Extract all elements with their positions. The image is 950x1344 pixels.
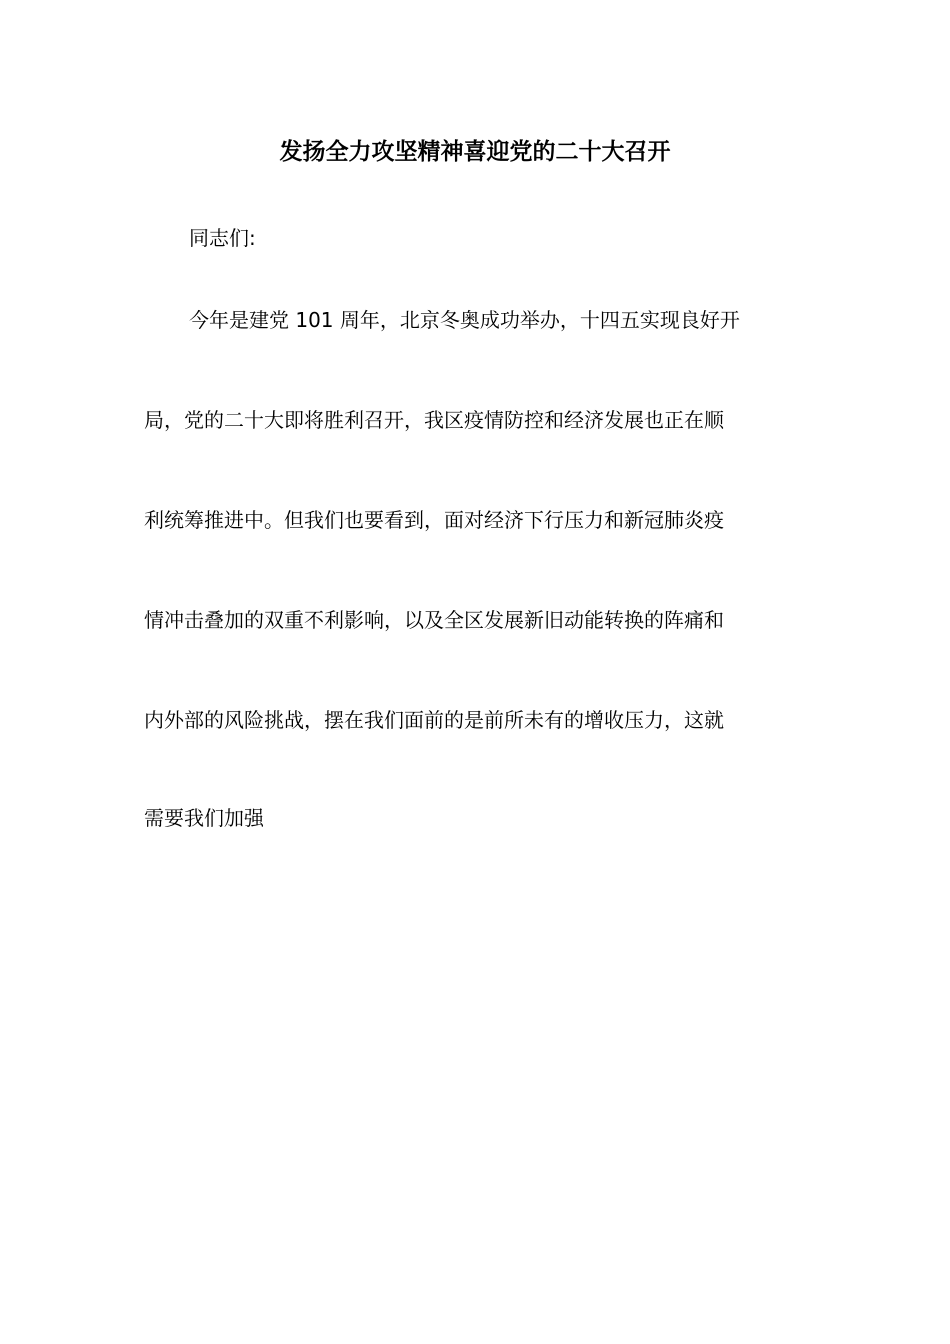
paragraph-line: 今年是建党 101 周年，北京冬奥成功举办，十四五实现良好开: [189, 308, 740, 332]
document-title: 发扬全力攻坚精神喜迎党的二十大召开: [279, 139, 671, 165]
paragraph-line: 内外部的风险挑战，摆在我们面前的是前所未有的增收压力，这就: [144, 708, 724, 732]
paragraph-line: 利统筹推进中。但我们也要看到，面对经济下行压力和新冠肺炎疫: [144, 508, 724, 532]
paragraph-line: 需要我们加强: [144, 806, 264, 830]
salutation: 同志们:: [189, 226, 256, 250]
paragraph-line: 情冲击叠加的双重不利影响，以及全区发展新旧动能转换的阵痛和: [144, 608, 724, 632]
paragraph-line: 局，党的二十大即将胜利召开，我区疫情防控和经济发展也正在顺: [144, 408, 724, 432]
